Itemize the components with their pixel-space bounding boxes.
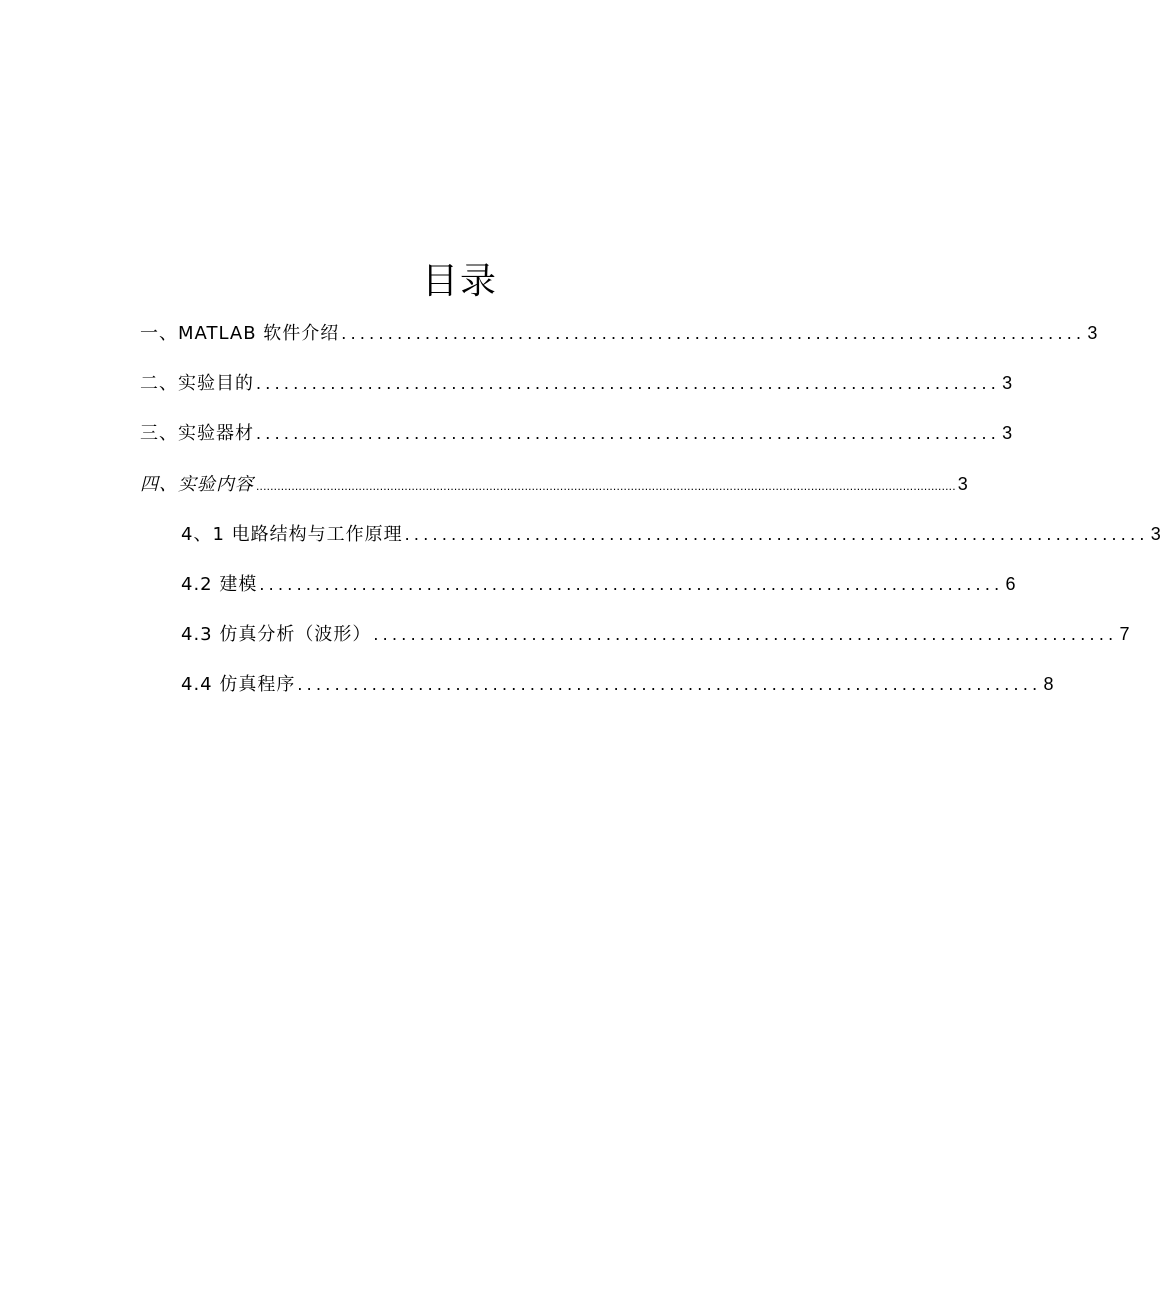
toc-entry-label: 4.3 仿真分析（波形）: [181, 624, 372, 645]
toc-entry-page: 3: [1087, 323, 1098, 343]
toc-leader-dots: ................................................................................: [256, 373, 1001, 393]
toc-leader-dots: ................................................................................: [297, 674, 1042, 694]
toc-leader-dots: ................................................................................: [259, 574, 1004, 594]
toc-entry[interactable]: [140, 320, 1098, 346]
toc-entry-page: 3: [1002, 373, 1013, 393]
toc-entry[interactable]: [181, 671, 1054, 697]
toc-leader-dots: ................................................................................: [341, 323, 1086, 343]
toc-entry[interactable]: [140, 420, 1013, 446]
toc-leader-dots: ......................................................................................................................................................................................................: [256, 479, 956, 493]
toc-entry-label: 三、实验器材: [140, 423, 254, 444]
toc-entry[interactable]: [140, 471, 968, 497]
toc-entry-label: 二、实验目的: [140, 373, 254, 394]
toc-entry-page: 7: [1119, 624, 1130, 644]
toc-entry[interactable]: [181, 621, 1130, 647]
toc-leader-dots: ................................................................................: [373, 624, 1118, 644]
toc-entry[interactable]: [181, 571, 1016, 597]
toc-leader-dots: ................................................................................: [404, 524, 1149, 544]
toc-entry-label: 4、1 电路结构与工作原理: [181, 524, 403, 545]
toc-entry-label: 四、实验内容: [140, 474, 254, 495]
toc-entry-page: 3: [1150, 524, 1161, 544]
toc-title: 目录: [421, 261, 498, 302]
toc-entry-page: 8: [1043, 674, 1054, 694]
toc-entry-label: 一、MATLAB 软件介绍: [140, 323, 340, 344]
toc-entry-page: 3: [1002, 423, 1013, 443]
toc-leader-dots: ................................................................................: [256, 423, 1001, 443]
toc-entry-page: 3: [957, 474, 968, 494]
toc-entry-label: 4.4 仿真程序: [181, 674, 296, 695]
toc-entry[interactable]: [140, 370, 1013, 396]
toc-entry[interactable]: [181, 521, 1161, 547]
toc-entry-label: 4.2 建模: [181, 574, 258, 595]
toc-entry-page: 6: [1005, 574, 1016, 594]
